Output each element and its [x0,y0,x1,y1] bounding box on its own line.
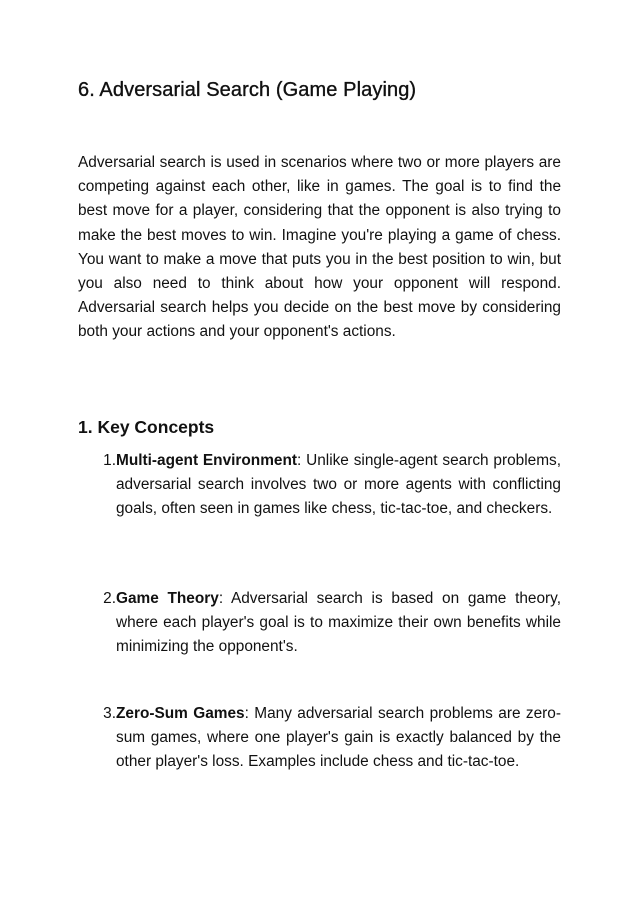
concept-separator: : [218,590,224,607]
concept-text: Unlike single-agent search problems, adversarial search involves two or more agents with conflicting goals, often seen in games like chess, tic-tac-toe, and checkers. [116,452,561,518]
page-title: 6. Adversarial Search (Game Playing) [78,79,417,101]
list-number: 1. [103,452,116,469]
concept-description [116,449,561,522]
concept-description [116,702,561,775]
list-number: 2. [103,590,116,607]
concept-list-item-zero-sum-games [78,702,561,775]
concept-term: Zero-Sum Games [116,705,245,722]
list-number: 3. [103,705,116,722]
concept-separator: : [296,452,302,469]
concept-term: Multi-agent Environment [116,452,297,469]
intro-paragraph: Adversarial search is used in scenarios where two or more players are competing against each other, like in games. The goal is to find the best move for a player, considering that the opponent is also trying to make the best moves to win. Imagine you're playing a game of chess. You want to make a move that puts you in the best position to win, but you also need to think about how your opponent will respond. Adversarial search helps you decide on the best move by considering both your actions and your opponent's actions. [78,154,561,341]
concept-list-item-game-theory [78,587,561,660]
concept-text: Many adversarial search problems are zero-sum games, where one player's gain is exactly balanced by the other player's loss. Examples include chess and tic-tac-toe. [116,705,561,771]
concept-description [116,587,561,660]
section-heading-key-concepts: 1. Key Concepts [78,417,215,437]
concept-term: Game Theory [116,590,219,607]
concept-list-item-multi-agent-environment [78,449,561,522]
concept-separator: : [244,705,249,722]
concept-text: Adversarial search is based on game theory, where each player's goal is to maximize their own benefits while minimizing the opponent's. [116,590,561,656]
